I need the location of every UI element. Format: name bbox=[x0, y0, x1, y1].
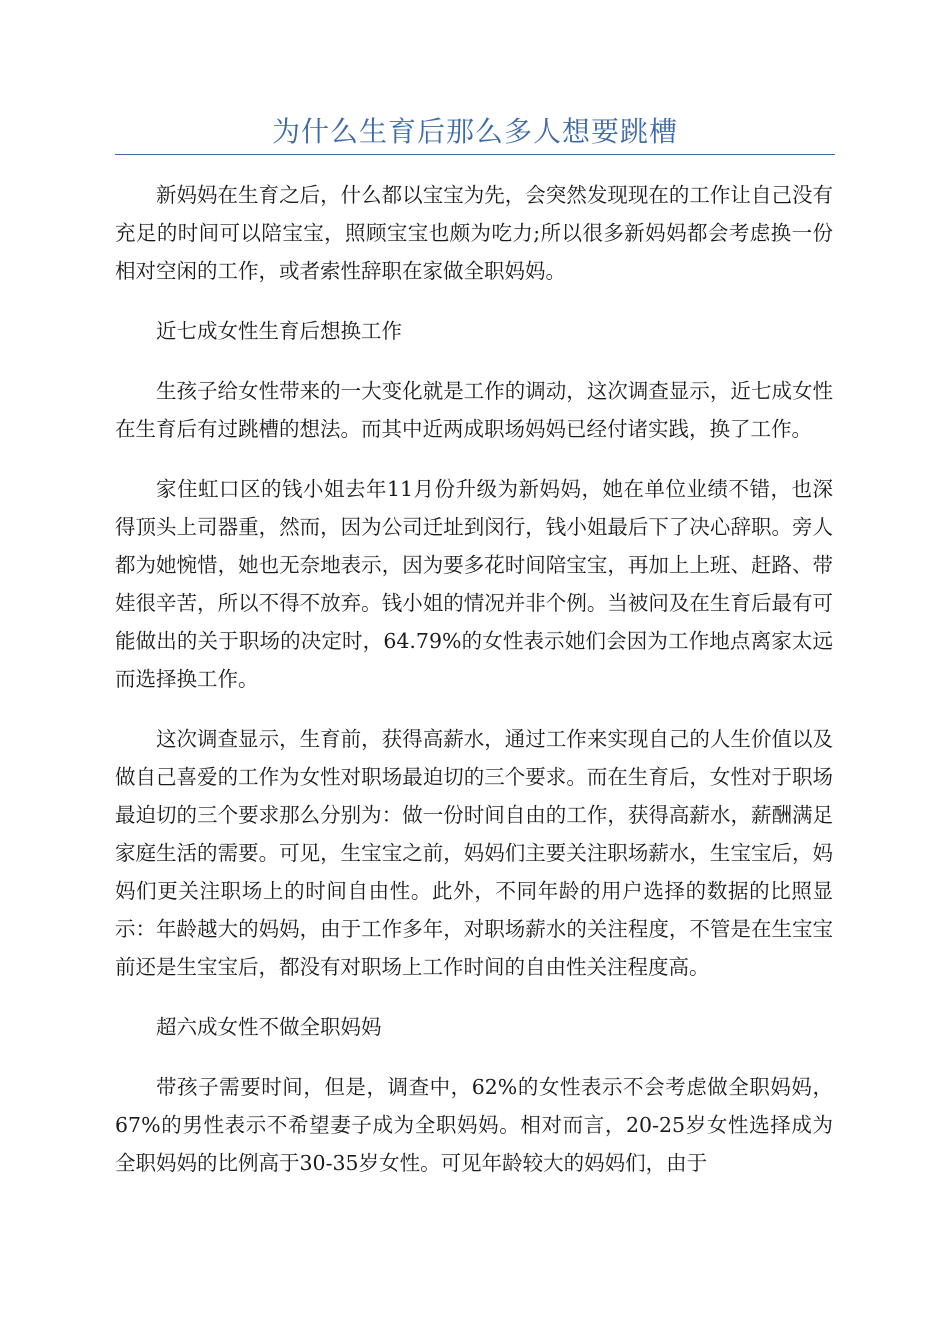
section-heading-job-change: 近七成女性生育后想换工作 bbox=[156, 319, 402, 343]
paragraph-ms-qian-case: 家住虹口区的钱小姐去年11月份升级为新妈妈，她在单位业绩不错，也深得顶头上司器重，然而，因为公司迁址到闵行，钱小姐最后下了决心辞职。旁人都为她惋惜，她也无奈地表示，因为要多花时间陪宝宝，再加上上班、赶路、带娃很辛苦，所以不得不放弃。钱小姐的情况并非个例。当被问及在生育后最有可能做出的关于职场的决定时，64.79%的女性表示她们会因为工作地点离家太远而选择换工作。 bbox=[115, 477, 833, 691]
document-body bbox=[115, 176, 833, 1204]
paragraph-full-time-mom: 带孩子需要时间，但是，调查中，62%的女性表示不会考虑做全职妈妈，67%的男性表示不希望妻子成为全职妈妈。相对而言，20-25岁女性选择成为全职妈妈的比例高于30-35岁女性。可见年龄较大的妈妈们，由于 bbox=[115, 1075, 833, 1175]
paragraph-priorities: 这次调查显示，生育前，获得高薪水，通过工作来实现自己的人生价值以及做自己喜爱的工作为女性对职场最迫切的三个要求。而在生育后，女性对于职场最迫切的三个要求那么分别为：做一份时间自由的工作，获得高薪水，薪酬满足家庭生活的需要。可见，生宝宝之前，妈妈们主要关注职场薪水，生宝宝后，妈妈们更关注职场上的时间自由性。此外，不同年龄的用户选择的数据的比照显示：年龄越大的妈妈，由于工作多年，对职场薪水的关注程度，不管是在生宝宝前还是生宝宝后，都没有对职场上工作时间的自由性关注程度高。 bbox=[115, 727, 833, 979]
paragraph-intro: 新妈妈在生育之后，什么都以宝宝为先，会突然发现现在的工作让自己没有充足的时间可以陪宝宝，照顾宝宝也颇为吃力;所以很多新妈妈都会考虑换一份相对空闲的工作，或者索性辞职在家做全职妈妈。 bbox=[115, 183, 833, 283]
page-title: 为什么生育后那么多人想要跳槽 bbox=[271, 115, 678, 148]
section-heading-full-time-mom: 超六成女性不做全职妈妈 bbox=[156, 1015, 382, 1039]
title-underline bbox=[115, 154, 835, 155]
paragraph-survey-job-change: 生孩子给女性带来的一大变化就是工作的调动，这次调查显示，近七成女性在生育后有过跳槽的想法。而其中近两成职场妈妈已经付诸实践，换了工作。 bbox=[115, 379, 833, 441]
